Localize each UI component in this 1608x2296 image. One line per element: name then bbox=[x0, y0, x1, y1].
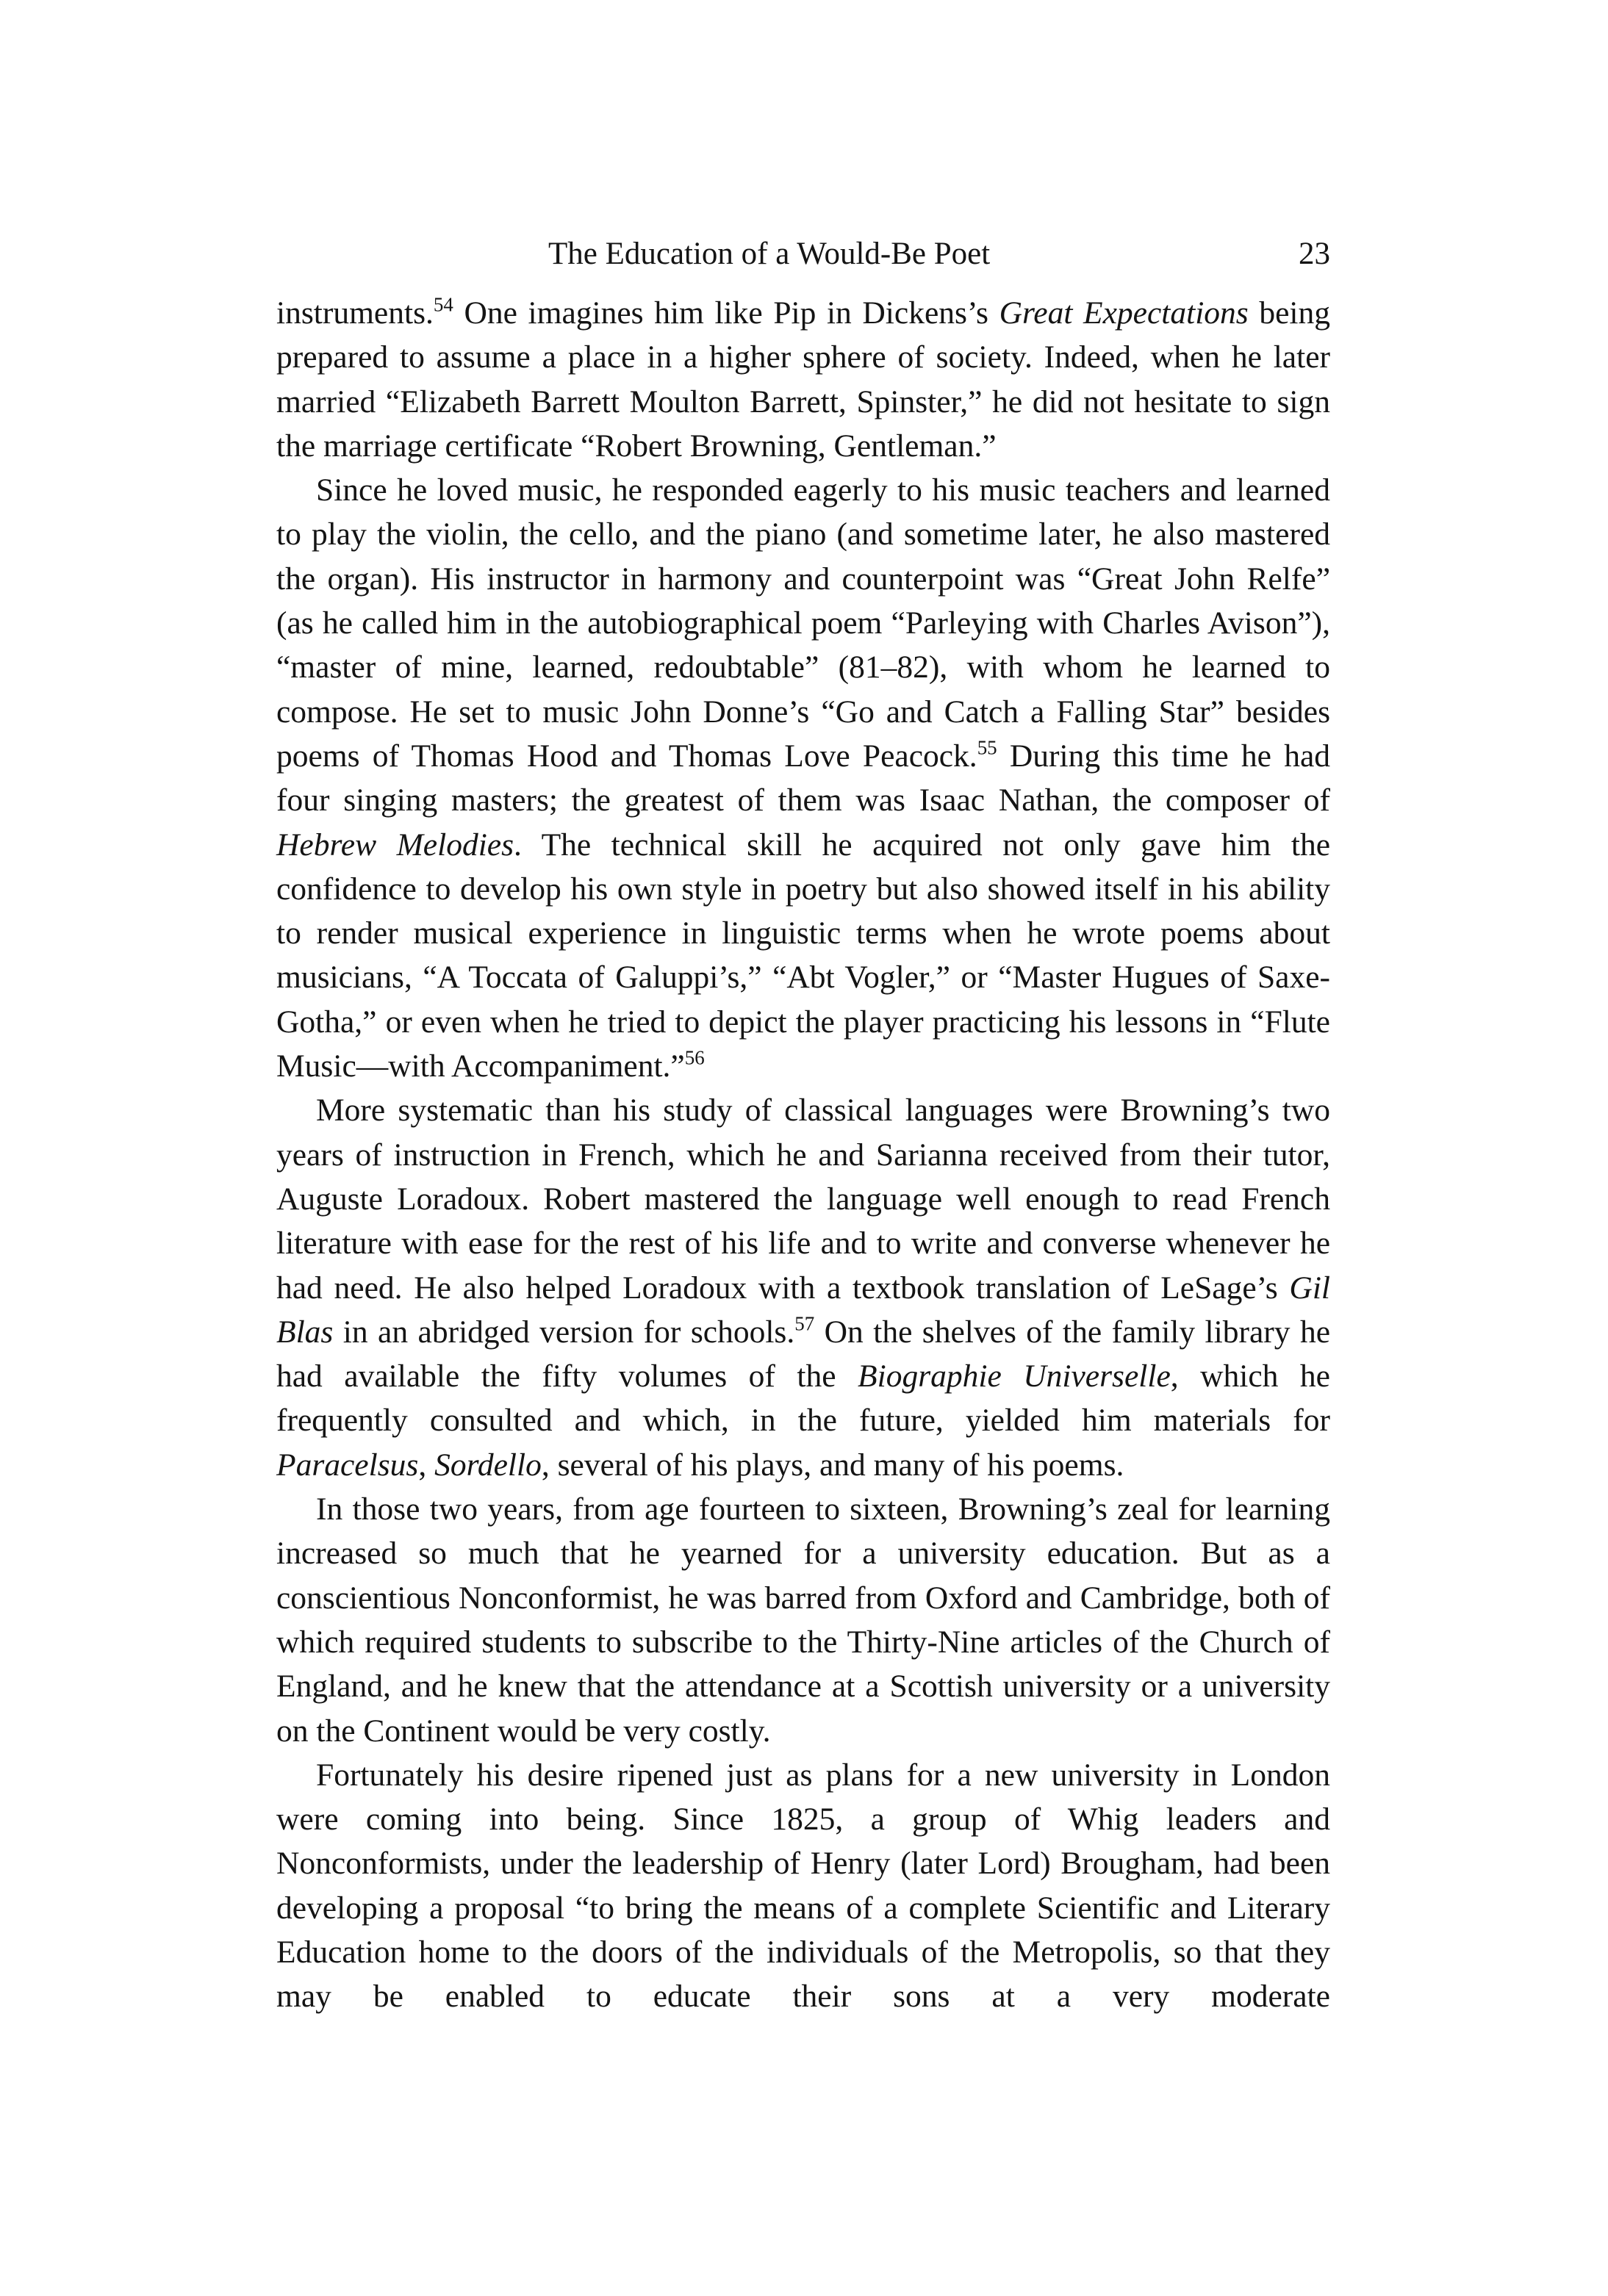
footnote-ref-57: 57 bbox=[794, 1312, 815, 1335]
footnote-ref-55: 55 bbox=[977, 736, 997, 759]
footnote-ref-56: 56 bbox=[684, 1046, 705, 1069]
italic-title: Paracelsus bbox=[276, 1447, 419, 1483]
paragraph bbox=[276, 468, 1330, 1088]
text-run: instruments. bbox=[276, 295, 434, 331]
paragraph-continued bbox=[276, 291, 1330, 468]
paragraph bbox=[276, 1088, 1330, 1487]
italic-title: Sordello bbox=[434, 1447, 542, 1483]
italic-title: Great Expectations bbox=[999, 295, 1249, 331]
footnote-ref-54: 54 bbox=[433, 293, 453, 316]
running-head-title: The Education of a Would-Be Poet bbox=[548, 237, 991, 271]
running-head bbox=[276, 232, 1330, 276]
text-run: . The technical skill he acquired not only gave him the confidence to develop his own style in poetry but also showed itself in his ability to render musical experience in linguistic terms when he wrote poems about musicians, “A Toccata of Galuppi’s,” “Abt Vogler,” or “Master Hugues of Saxe-Gotha,” or even when he tried to depict the player practicing his lessons in “Flute Music—with Accompaniment.” bbox=[276, 827, 1330, 1084]
text-run: in an abridged version for schools. bbox=[333, 1314, 795, 1350]
text-run: , which he frequently consulted and which, in the future, yielded him materials for bbox=[276, 1358, 1330, 1439]
text-run: being prepared to assume a place in a higher sphere of society. Indeed, when he later married “Elizabeth Barrett Moulton Barrett, Spinster,” he did not hesitate to sign the marriage certificate “Robert Browning, Gentleman.” bbox=[276, 295, 1330, 464]
text-run: During this time he had four singing masters; the greatest of them was Isaac Nathan, the composer of bbox=[276, 738, 1331, 818]
italic-title: Biographie Universelle bbox=[858, 1358, 1171, 1394]
text-run: Since he loved music, he responded eagerly to his music teachers and learned to play the violin, the cello, and the piano (and sometime later, he also mastered the organ). His instructor in harmony and counterpoint was “Great John Relfe” (as he called him in the autobiographical poem “Parleying with Charles Avison”), “master of mine, learned, redoubtable” (81–82), with whom he learned to compose. He set to music John Donne’s “Go and Catch a Falling Star” besides poems of Thomas Hood and Thomas Love Peacock. bbox=[276, 472, 1330, 774]
body-text bbox=[276, 291, 1330, 2019]
text-run: , several of his plays, and many of his poems. bbox=[541, 1447, 1124, 1483]
text-run: , bbox=[418, 1447, 435, 1483]
page-number: 23 bbox=[1299, 237, 1330, 271]
italic-title: Hebrew Melodies bbox=[276, 827, 514, 863]
text-run: One imagines him like Pip in Dickens’s bbox=[453, 295, 999, 331]
text-run: On the shelves of the family library he had available the fifty volumes of the bbox=[276, 1314, 1330, 1394]
italic-title: Gil Blas bbox=[276, 1270, 1330, 1350]
paragraph bbox=[276, 1487, 1330, 1753]
paragraph-continues bbox=[276, 1753, 1330, 2019]
text-run: More systematic than his study of classical languages were Browning’s two years of instruction in French, which he and Sarianna received from their tutor, Auguste Loradoux. Robert mastered the language well enough to read French literature with ease for the rest of his life and to write and converse whenever he had need. He also helped Loradoux with a textbook translation of LeSage’s bbox=[276, 1093, 1330, 1306]
text-run: In those two years, from age fourteen to sixteen, Browning’s zeal for learning increased so much that he yearned for a university education. But as a conscientious Nonconformist, he was barred from Oxford and Cambridge, both of which required students to subscribe to the Thirty-Nine articles of the Church of England, and he knew that the attendance at a Scottish university or a university on the Continent would be very costly. bbox=[276, 1491, 1330, 1749]
text-run: Fortunately his desire ripened just as plans for a new university in London were coming into being. Since 1825, a group of Whig leaders and Nonconformists, under the leadership of Henry (later Lord) Brougham, had been developing a proposal “to bring the means of a complete Scientific and Literary Education home to the doors of the individuals of the Metropolis, so that they may be enabled to educate their sons at a very moderate bbox=[276, 1757, 1330, 2015]
